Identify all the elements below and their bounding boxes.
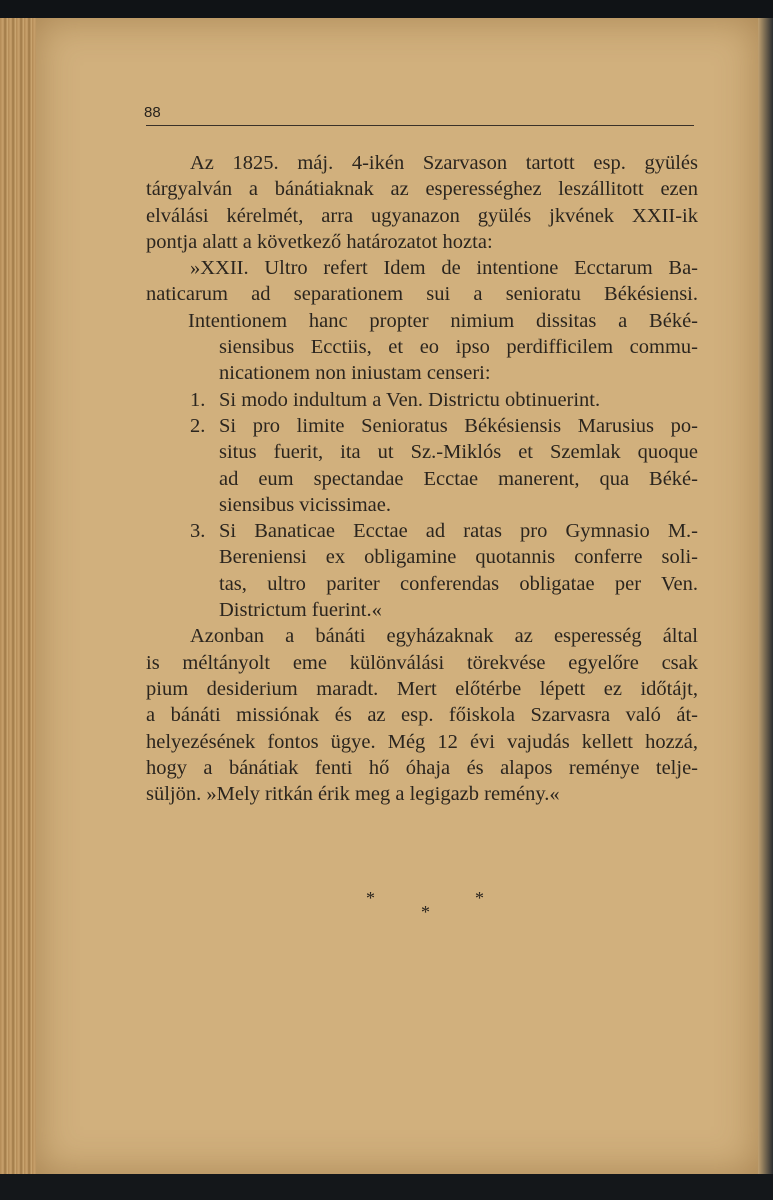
quote-line: siensibus Ecctiis, et eo ipso perdifficilem commu- [219, 336, 698, 359]
paragraph-line: hogy a bánátiak fenti hő óhaja és alapos reménye telje- [146, 756, 698, 779]
paragraph-line: Az 1825. máj. 4-ikén Szarvason tartott esp. gyülés [190, 152, 698, 174]
list-item-line: siensibus vicissimae. [219, 493, 391, 516]
list-item [146, 387, 698, 413]
paragraph-line: tárgyalván a bánátiaknak az esperességhez leszállitott ezen [146, 178, 698, 201]
paragraph-line: a bánáti missiónak és az esp. főiskola Szarvasra való át- [146, 704, 698, 727]
list-item [146, 518, 698, 544]
header-rule [146, 125, 694, 126]
paragraph-line: elválási kérelmét, arra ugyanazon gyülés jkvének XXII-ik [146, 204, 698, 227]
list-item-line: Bereniensi ex obligamine quotannis conferre soli- [219, 546, 698, 569]
list-item-continuation [146, 571, 698, 597]
list-item-number: 2. [190, 414, 206, 437]
list-item-line: Si Banaticae Ecctae ad ratas pro Gymnasio M.- [219, 520, 698, 543]
page-text [146, 150, 698, 807]
separator-asterisk: * [475, 888, 484, 908]
paragraph-line: pontja alatt a következő határozatot hozta: [146, 230, 493, 253]
list-item-line: Si modo indultum a Ven. Districtu obtinuerint. [219, 388, 601, 411]
list-item [146, 413, 698, 439]
list-item-number: 1. [190, 388, 206, 411]
scan-bottom-border [0, 1174, 773, 1200]
paragraph-line: pium desiderium maradt. Mert előtérbe lépett ez időtájt, [146, 677, 698, 700]
book-spine-edge [758, 18, 773, 1178]
list-item-line: Si pro limite Senioratus Békésiensis Marusius po- [219, 414, 698, 437]
book-page-edges [0, 18, 40, 1178]
list-item-continuation [146, 466, 698, 492]
quote-line: nicationem non iniustam censeri: [219, 362, 491, 385]
paragraph-line: helyezésének fontos ügye. Még 12 évi vajudás kellett hozzá, [146, 730, 698, 753]
list-item-line: ad eum spectandae Ecctae manerent, qua Béké- [219, 467, 698, 490]
quote-line: Intentionem hanc propter nimium dissitas a Béké- [188, 309, 698, 332]
list-item-line: tas, ultro pariter conferendas obligatae per Ven. [219, 572, 698, 595]
list-item-line: Districtum fuerint.« [219, 599, 382, 622]
quote-line: »XXII. Ultro refert Idem de intentione Ecctarum Ba- [190, 257, 698, 280]
paragraph-line: is méltányolt eme különválási törekvése egyelőre csak [146, 651, 698, 674]
separator-asterisk: * [421, 902, 430, 922]
quote-line: naticarum ad separationem sui a senioratu Békésiensi. [146, 283, 698, 306]
scan-top-border [0, 0, 773, 18]
page-number: 88 [144, 104, 161, 121]
list-item-continuation [146, 492, 698, 518]
list-item-continuation [146, 544, 698, 570]
list-item-number: 3. [190, 520, 206, 543]
separator-asterisk: * [366, 888, 375, 908]
list-item-continuation [146, 439, 698, 465]
paragraph-line: Azonban a bánáti egyházaknak az esperesség által [190, 625, 698, 648]
list-item-continuation [146, 597, 698, 623]
paragraph-line: süljön. »Mely ritkán érik meg a legigazb remény.« [146, 783, 560, 806]
list-item-line: situs fuerit, ita ut Sz.-Miklós et Szemlak quoque [219, 441, 698, 464]
